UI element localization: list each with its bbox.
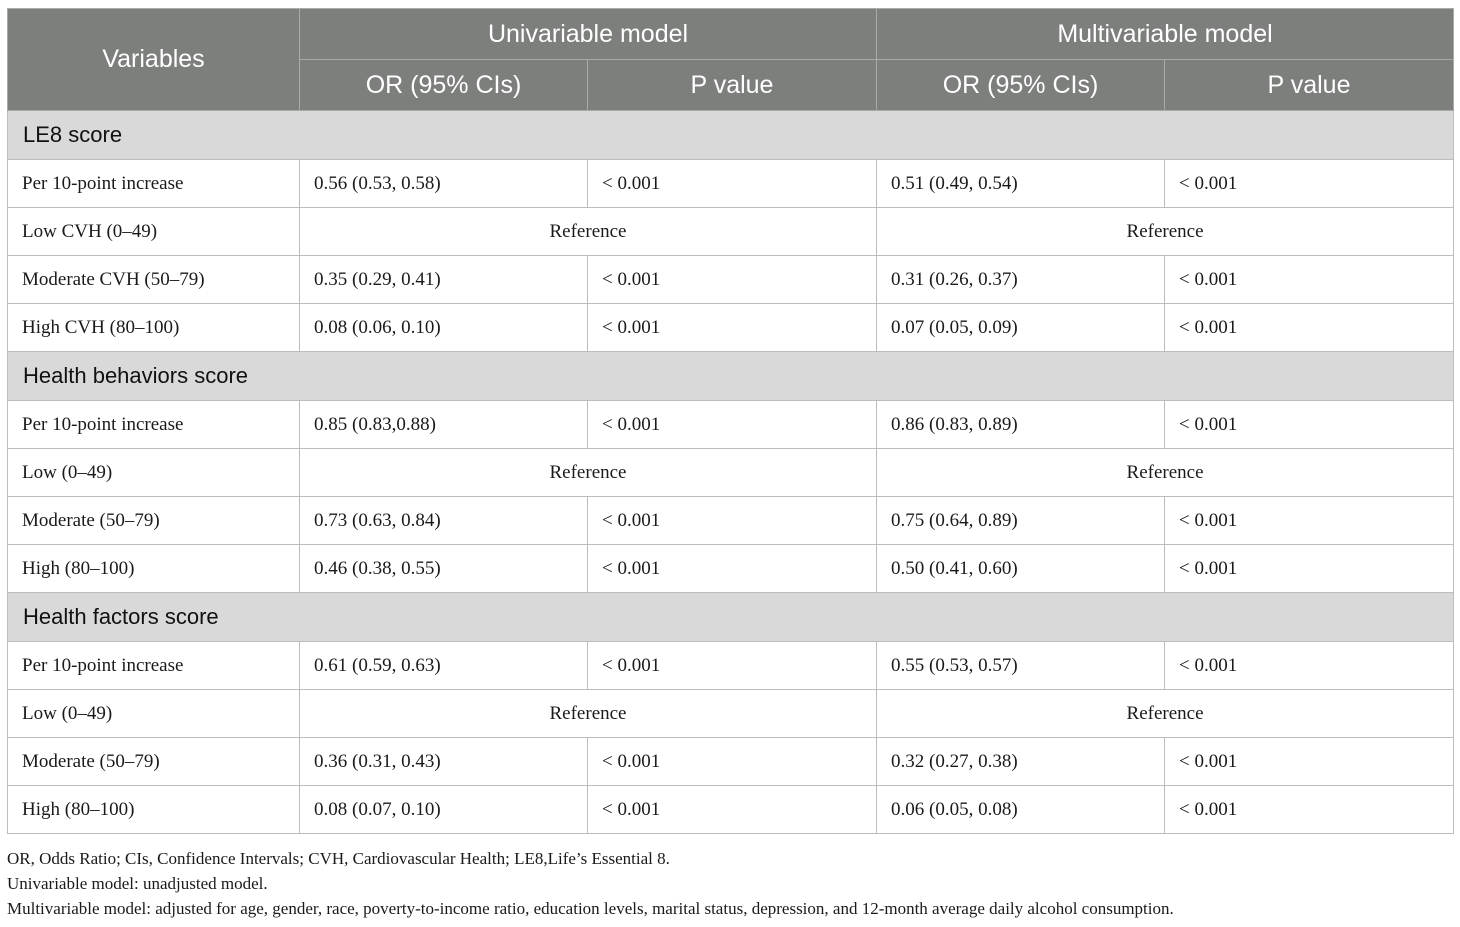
multi-reference-cell: Reference	[877, 449, 1454, 497]
multi-p-cell: < 0.001	[1165, 497, 1454, 545]
multi-p-cell: < 0.001	[1165, 642, 1454, 690]
uni-p-cell: < 0.001	[588, 256, 877, 304]
multi-p-cell: < 0.001	[1165, 160, 1454, 208]
uni-p-cell: < 0.001	[588, 786, 877, 834]
table-row	[8, 497, 1454, 545]
multi-p-cell: < 0.001	[1165, 738, 1454, 786]
multi-or-cell: 0.86 (0.83, 0.89)	[877, 401, 1165, 449]
table-row	[8, 208, 1454, 256]
multi-or-cell: 0.06 (0.05, 0.08)	[877, 786, 1165, 834]
uni-p-cell: < 0.001	[588, 160, 877, 208]
uni-reference-cell: Reference	[300, 690, 877, 738]
section-header-row	[8, 111, 1454, 160]
odds-ratio-table	[7, 8, 1454, 834]
uni-or-cell: 0.08 (0.07, 0.10)	[300, 786, 588, 834]
multi-or-cell: 0.50 (0.41, 0.60)	[877, 545, 1165, 593]
uni-reference-cell: Reference	[300, 208, 877, 256]
uni-p-cell: < 0.001	[588, 738, 877, 786]
footnote-univariable: Univariable model: unadjusted model.	[7, 874, 268, 893]
multi-or-cell: 0.55 (0.53, 0.57)	[877, 642, 1165, 690]
multi-p-cell: < 0.001	[1165, 256, 1454, 304]
header-multivariable: Multivariable model	[877, 9, 1454, 60]
uni-or-cell: 0.56 (0.53, 0.58)	[300, 160, 588, 208]
header-variables: Variables	[8, 9, 300, 111]
table-row	[8, 545, 1454, 593]
table-body	[8, 111, 1454, 834]
section-title: LE8 score	[8, 111, 1454, 160]
uni-or-cell: 0.35 (0.29, 0.41)	[300, 256, 588, 304]
row-label: Moderate (50–79)	[8, 497, 300, 545]
row-label: High CVH (80–100)	[8, 304, 300, 352]
table-row	[8, 642, 1454, 690]
row-label: Moderate CVH (50–79)	[8, 256, 300, 304]
multi-or-cell: 0.07 (0.05, 0.09)	[877, 304, 1165, 352]
header-univariable: Univariable model	[300, 9, 877, 60]
multi-reference-cell: Reference	[877, 208, 1454, 256]
row-label: Low (0–49)	[8, 690, 300, 738]
row-label: Low (0–49)	[8, 449, 300, 497]
table-row	[8, 256, 1454, 304]
multi-p-cell: < 0.001	[1165, 401, 1454, 449]
uni-or-cell: 0.73 (0.63, 0.84)	[300, 497, 588, 545]
row-label: High (80–100)	[8, 545, 300, 593]
header-uni-p: P value	[588, 60, 877, 111]
section-header-row	[8, 352, 1454, 401]
multi-or-cell: 0.31 (0.26, 0.37)	[877, 256, 1165, 304]
header-multi-p: P value	[1165, 60, 1454, 111]
uni-or-cell: 0.36 (0.31, 0.43)	[300, 738, 588, 786]
row-label: High (80–100)	[8, 786, 300, 834]
uni-p-cell: < 0.001	[588, 401, 877, 449]
multi-or-cell: 0.75 (0.64, 0.89)	[877, 497, 1165, 545]
table-row	[8, 304, 1454, 352]
table-row	[8, 690, 1454, 738]
header-multi-or: OR (95% CIs)	[877, 60, 1165, 111]
section-title: Health factors score	[8, 593, 1454, 642]
multi-p-cell: < 0.001	[1165, 304, 1454, 352]
uni-reference-cell: Reference	[300, 449, 877, 497]
row-label: Per 10-point increase	[8, 401, 300, 449]
table-row	[8, 160, 1454, 208]
header-uni-or: OR (95% CIs)	[300, 60, 588, 111]
footnote-abbreviations: OR, Odds Ratio; CIs, Confidence Intervals; CVH, Cardiovascular Health; LE8,Life’s Essential 8.	[7, 849, 670, 868]
uni-p-cell: < 0.001	[588, 545, 877, 593]
uni-or-cell: 0.08 (0.06, 0.10)	[300, 304, 588, 352]
uni-p-cell: < 0.001	[588, 642, 877, 690]
row-label: Per 10-point increase	[8, 642, 300, 690]
table-row	[8, 738, 1454, 786]
uni-or-cell: 0.46 (0.38, 0.55)	[300, 545, 588, 593]
multi-or-cell: 0.51 (0.49, 0.54)	[877, 160, 1165, 208]
uni-p-cell: < 0.001	[588, 304, 877, 352]
uni-p-cell: < 0.001	[588, 497, 877, 545]
table-row	[8, 449, 1454, 497]
table-row	[8, 401, 1454, 449]
row-label: Low CVH (0–49)	[8, 208, 300, 256]
row-label: Per 10-point increase	[8, 160, 300, 208]
multi-or-cell: 0.32 (0.27, 0.38)	[877, 738, 1165, 786]
section-title: Health behaviors score	[8, 352, 1454, 401]
uni-or-cell: 0.61 (0.59, 0.63)	[300, 642, 588, 690]
table-row	[8, 786, 1454, 834]
multi-reference-cell: Reference	[877, 690, 1454, 738]
section-header-row	[8, 593, 1454, 642]
multi-p-cell: < 0.001	[1165, 786, 1454, 834]
row-label: Moderate (50–79)	[8, 738, 300, 786]
results-table-container	[7, 8, 1453, 834]
uni-or-cell: 0.85 (0.83,0.88)	[300, 401, 588, 449]
table-footnotes	[7, 846, 1174, 921]
footnote-multivariable: Multivariable model: adjusted for age, gender, race, poverty-to-income ratio, education levels, marital status, depression, and 12-month average daily alcohol consumption.	[7, 899, 1174, 918]
multi-p-cell: < 0.001	[1165, 545, 1454, 593]
